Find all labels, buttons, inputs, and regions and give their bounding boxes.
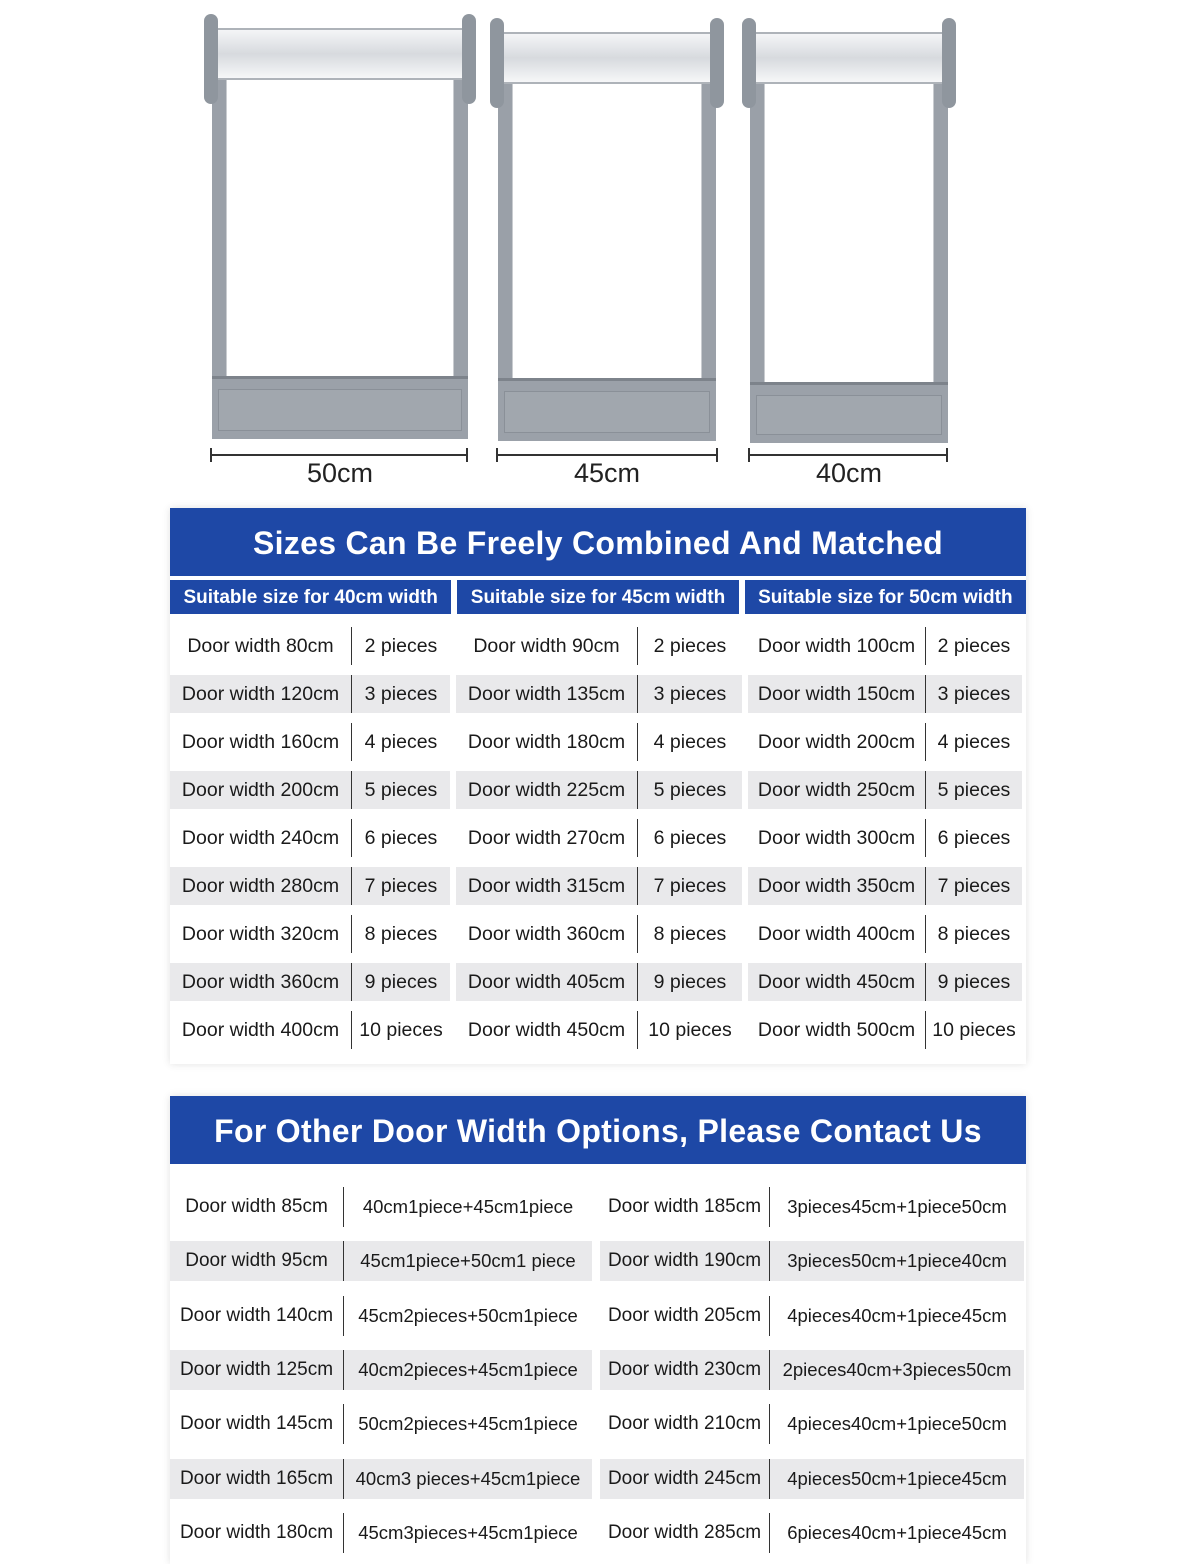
table-cell: 6 pieces (653, 827, 727, 849)
table-cell: 10 pieces (932, 1019, 1016, 1041)
table-cell: 6pieces40cm+1piece45cm (787, 1521, 1007, 1543)
dimension-label-40cm: 40cm (815, 458, 883, 488)
table-cell: 6 pieces (364, 827, 438, 849)
table-cell: 10 pieces (648, 1019, 732, 1041)
table-cell: Door width 180cm (456, 723, 638, 761)
table-cell: Door width 100cm (748, 627, 926, 665)
table-cell: Door width 280cm (170, 867, 352, 905)
table-cell: Door width 85cm (170, 1187, 344, 1227)
table-cell: 8 pieces (653, 923, 727, 945)
combined-table-headers (170, 580, 1026, 614)
table-row (170, 1506, 1026, 1560)
table-cell: Door width 165cm (170, 1459, 344, 1499)
table-cell: Door width 320cm (170, 915, 352, 953)
table-cell: Door width 250cm (748, 771, 926, 809)
table-cell: Door width 360cm (170, 963, 352, 1001)
dimension-line-45cm (496, 454, 718, 456)
table-row (170, 766, 1026, 814)
table-cell: 2 pieces (653, 635, 727, 657)
table-cell: 4 pieces (364, 731, 438, 753)
table-cell: Door width 190cm (600, 1241, 770, 1281)
header-50cm-width: Suitable size for 50cm width (745, 580, 1026, 614)
table-cell: 2 pieces (937, 635, 1011, 657)
table-cell: 40cm1piece+45cm1piece (362, 1196, 574, 1218)
table-cell: 4pieces40cm+1piece50cm (787, 1413, 1007, 1435)
table-cell: Door width 185cm (600, 1187, 770, 1227)
table-cell: Door width 225cm (456, 771, 638, 809)
combined-sizes-table (170, 508, 1026, 1064)
table-cell: Door width 150cm (748, 675, 926, 713)
table-cell: Door width 80cm (170, 627, 352, 665)
table-cell: Door width 180cm (170, 1513, 344, 1553)
table-cell: 8 pieces (364, 923, 438, 945)
table-cell: 45cm1piece+50cm1 piece (344, 1241, 592, 1281)
table-cell: Door width 90cm (456, 627, 638, 665)
table-cell: Door width 245cm (600, 1459, 770, 1499)
table-cell: 45cm3pieces+45cm1piece (358, 1521, 578, 1543)
combined-table-title: Sizes Can Be Freely Combined And Matched (170, 508, 1026, 576)
other-table-title: For Other Door Width Options, Please Contact Us (170, 1096, 1026, 1164)
table-cell: Door width 160cm (170, 723, 352, 761)
table-row (170, 718, 1026, 766)
dimension-line-40cm (748, 454, 948, 456)
table-cell: 9 pieces (352, 963, 450, 1001)
table-row (170, 1234, 1026, 1288)
table-row (170, 1343, 1026, 1397)
table-cell: Door width 125cm (170, 1350, 344, 1390)
table-cell: Door width 300cm (748, 819, 926, 857)
dimension-label-45cm: 45cm (573, 458, 641, 488)
combined-table-body (170, 614, 1026, 1064)
table-cell: Door width 450cm (456, 1011, 638, 1049)
table-cell: 4pieces40cm+1piece45cm (787, 1304, 1007, 1326)
table-cell: Door width 240cm (170, 819, 352, 857)
table-cell: Door width 285cm (600, 1513, 770, 1553)
table-row (170, 1397, 1026, 1451)
table-cell: Door width 95cm (170, 1241, 344, 1281)
table-cell: Door width 145cm (170, 1404, 344, 1444)
table-cell: Door width 205cm (600, 1296, 770, 1336)
table-cell: Door width 200cm (170, 771, 352, 809)
table-row (170, 1451, 1026, 1505)
table-cell: Door width 200cm (748, 723, 926, 761)
table-row (170, 910, 1026, 958)
table-cell: 4 pieces (937, 731, 1011, 753)
table-cell: 3pieces50cm+1piece40cm (770, 1241, 1024, 1281)
table-cell: Door width 450cm (748, 963, 926, 1001)
table-cell: 3 pieces (926, 675, 1022, 713)
table-cell: 9 pieces (926, 963, 1022, 1001)
table-cell: 40cm2pieces+45cm1piece (344, 1350, 592, 1390)
table-row (170, 814, 1026, 862)
header-40cm-width: Suitable size for 40cm width (170, 580, 451, 614)
header-45cm-width: Suitable size for 45cm width (457, 580, 738, 614)
table-cell: 50cm2pieces+45cm1piece (358, 1413, 578, 1435)
screen-door-50cm (212, 14, 468, 436)
table-cell: 2 pieces (364, 635, 438, 657)
table-cell: 3 pieces (638, 675, 742, 713)
table-cell: Door width 315cm (456, 867, 638, 905)
table-cell: 5 pieces (352, 771, 450, 809)
table-row (170, 622, 1026, 670)
table-cell: Door width 135cm (456, 675, 638, 713)
table-cell: Door width 140cm (170, 1296, 344, 1336)
dimension-label-50cm: 50cm (306, 458, 374, 488)
table-cell: 10 pieces (359, 1019, 443, 1041)
other-widths-table (170, 1096, 1026, 1564)
table-row (170, 1006, 1026, 1054)
table-cell: Door width 400cm (170, 1011, 352, 1049)
table-cell: Door width 500cm (748, 1011, 926, 1049)
table-cell: 3 pieces (352, 675, 450, 713)
table-row (170, 862, 1026, 910)
table-cell: 3pieces45cm+1piece50cm (787, 1196, 1007, 1218)
table-cell: Door width 210cm (600, 1404, 770, 1444)
table-cell: 4pieces50cm+1piece45cm (770, 1459, 1024, 1499)
table-cell: Door width 405cm (456, 963, 638, 1001)
table-cell: 9 pieces (638, 963, 742, 1001)
table-cell: Door width 350cm (748, 867, 926, 905)
table-cell: Door width 400cm (748, 915, 926, 953)
table-cell: 7 pieces (352, 867, 450, 905)
product-illustration (0, 0, 1200, 500)
table-cell: 8 pieces (937, 923, 1011, 945)
table-cell: 45cm2pieces+50cm1piece (358, 1304, 578, 1326)
table-cell: 7 pieces (926, 867, 1022, 905)
table-cell: 5 pieces (638, 771, 742, 809)
screen-door-40cm (750, 18, 948, 440)
other-table-body (170, 1164, 1026, 1564)
table-cell: Door width 360cm (456, 915, 638, 953)
table-row (170, 1180, 1026, 1234)
table-row (170, 670, 1026, 718)
table-row (170, 1289, 1026, 1343)
table-cell: 4 pieces (653, 731, 727, 753)
table-cell: Door width 270cm (456, 819, 638, 857)
table-cell: 2pieces40cm+3pieces50cm (770, 1350, 1024, 1390)
table-cell: Door width 120cm (170, 675, 352, 713)
table-cell: 7 pieces (638, 867, 742, 905)
screen-door-45cm (498, 18, 716, 438)
table-cell: 5 pieces (926, 771, 1022, 809)
table-row (170, 958, 1026, 1006)
table-cell: 6 pieces (937, 827, 1011, 849)
table-cell: Door width 230cm (600, 1350, 770, 1390)
table-cell: 40cm3 pieces+45cm1piece (344, 1459, 592, 1499)
dimension-line-50cm (210, 454, 468, 456)
